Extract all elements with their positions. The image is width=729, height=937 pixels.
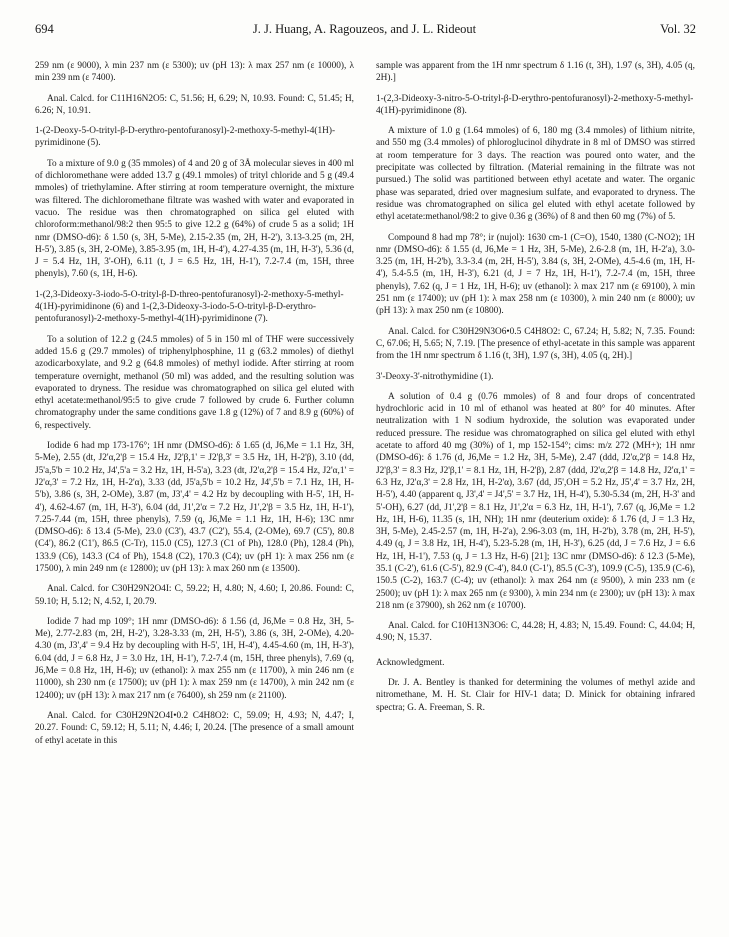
body-paragraph: Anal. Calcd. for C11H16N2O5: C, 51.56; H, 6.29; N, 10.93. Found: C, 51.45; H, 6.26; N, 10.91. [35,93,354,116]
running-header [35,22,696,48]
body-paragraph: Iodide 7 had mp 109°; 1H nmr (DMSO-d6): δ 1.56 (d, J6,Me = 0.8 Hz, 3H, 5-Me), 2.77-2.83 (m, 2H, H-2'), 3.28-3.33 (m, 2H, H-5'), 3.86 (s, 3H, 2-OMe), 4.20-4.30 (m, J3',4' = 9.4 Hz by decoupling with H-5', 1H, H-4'), 4.45-4.60 (m, 1H, H-3'), 6.04 (dd, J = 6.8 Hz, J = 3.0 Hz, 1H, H-1'), 7.2-7.4 (m, 15H, three phenyls), 7.69 (q, J6,Me = 0.8 Hz, 1H, H-6); uv (ethanol): λ max 255 nm (ε 11700), λ min 246 nm (ε 11000), sh 230 nm (ε 17500); uv (pH 1): λ max 259 nm (ε 14700), λ min 242 nm (ε 12400); uv (pH 13): λ max 217 nm (ε 76400), sh 259 nm (ε 21100). [35,616,354,701]
two-column-body [35,60,696,755]
running-authors: J. J. Huang, A. Ragouzeos, and J. L. Rideout [252,22,477,36]
section-heading: 1-(2,3-Dideoxy-3-nitro-5-O-trityl-β-D-erythro-pentofuranosyl)-2-methoxy-5-methyl-4(1H)-pyrimidinone (8). [376,93,694,116]
left-column [35,60,354,755]
section-heading: 1-(2,3-Dideoxy-3-iodo-5-O-trityl-β-D-threo-pentofuranosyl)-2-methoxy-5-methyl-4(1H)-pyrimidinone (6) and 1-(2,3-Dideoxy-3-iodo-5-O-trityl-β-D-erythro-pentofuranosyl)-2-methoxy-5-methyl-4(1H)-pyrimidinone (7). [35,289,344,325]
body-paragraph: A solution of 0.4 g (0.76 mmoles) of 8 and four drops of concentrated hydrochloric acid in 10 ml of ethanol was heated at 80° for 40 minutes. After neutralization with 1 N sodium hydroxide, the solution was evaporated under reduced pressure. The residue was chromatographed on silica gel eluted with ethyl acetate to afford 40 mg (30%) of 1, mp 152-154°; cims: m/z 272 (MH+); 1H nmr (DMSO-d6): δ 1.76 (d, J6,Me = 1.2 Hz, 3H, 5-Me), 2.47 (ddd, J2'α,2'β = 14.8 Hz, J2'β,3' = 8.3 Hz, J2'β,1' = 8.1 Hz, 1H, H-2'β), 2.87 (ddd, J2'α,2'β = 14.8 Hz, J2'α,1' = 6.3 Hz, J2'α,3' = 2.8 Hz, 1H, H-2'α), 3.67 (dd, J5',OH = 5.2 Hz, J5',4' = 3.7 Hz, 2H, H-5'), 4.40 (apparent q, J3',4' = J4',5' = 3.7 Hz, 1H, H-4'), 5.30-5.34 (m, 2H, H-3' and 5'-OH), 6.27 (dd, J1',2'β = 8.1 Hz, J1',2'α = 6.3 Hz, 1H, H-1'), 7.67 (q, J6,Me = 1.2 Hz, 1H, H-6), 11.35 (s, 1H, NH); 1H nmr (deuterium oxide): δ 1.76 (d, J = 1.3 Hz, 3H, 5-Me), 2.45-2.57 (m, 1H, H-2'a), 2.96-3.03 (m, 1H, H-2'b), 3.78 (m, 2H, H-5'), 4.49 (q, J = 3.8 Hz, 1H, H-4'), 5.23-5.28 (m, 1H, H-3'), 6.25 (dd, J = 7.6 Hz, J = 6.6 Hz, 1H, H-1'), 7.53 (q, J = 1.3 Hz, H-6) [21]; 13C nmr (DMSO-d6): δ 12.3 (5-Me), 35.1 (C-2'), 61.6 (C-5'), 82.9 (C-4'), 84.0 (C-1'), 85.5 (C-3'), 109.9 (C-5), 135.9 (C-6), 150.5 (C-2), 163.7 (C-4); uv (ethanol): λ max 264 nm (ε 9500), λ min 233 nm (ε 2500); uv (pH 1): λ max 265 nm (ε 9300), λ min 234 nm (ε 2300); uv (pH 13): λ max 218 nm (ε 37900), sh 262 nm (ε 10700). [376,391,696,611]
body-paragraph: A mixture of 1.0 g (1.64 mmoles) of 6, 180 mg (3.4 mmoles) of lithium nitrite, and 550 mg (3.4 mmoles) of phloroglucinol dihydrate in 8 ml of DMSO was stirred at room temperature for 3 days. The reaction was poured onto water, and the precipitate was collected by filtration. (Material remaining in the filtrate was not pursued.) The solid was partitioned between ethyl acetate and water. The organic phase was separated, dried over magnesium sulfate, and evaporated to dryness. The residue was chromatographed on silica gel eluted with ethyl acetate followed by ethyl acetate:methanol/98:2 to give 0.36 g (36%) of 8 and then 60 mg (7%) of 5. [376,126,695,223]
body-paragraph: Iodide 6 had mp 173-176°; 1H nmr (DMSO-d6): δ 1.65 (d, J6,Me = 1.1 Hz, 3H, 5-Me), 2.55 (dt, J2'α,2'β = 15.4 Hz, J2'β,1' = J2'β,3' = 3.5 Hz, 1H, H-2'β), 3.10 (dd, J5'a,5'b = 10.2 Hz, J4',5'a = 3.2 Hz, 1H, H-5'a), 3.23 (dt, J2'α,2'β = 15.4 Hz, J2'α,1' = J2'α,3' = 7.2 Hz, 1H, H-2'α), 3.33 (dd, J5'a,5'b = 10.2 Hz, J4',5'b = 7.1 Hz, 1H, H-5'b), 3.86 (s, 3H, 2-OMe), 3.87 (m, J3',4' = 4.2 Hz by decoupling with H-5', 1H, H-4'), 4.62-4.67 (m, 1H, H-3'), 6.04 (dd, J1',2'α = 7.2 Hz, J1',2'β = 3.5 Hz, 1H, H-1'), 7.25-7.44 (m, 15H, three phenyls), 7.59 (q, J6,Me = 1.1 Hz, 1H, H-6); 13C nmr (DMSO-d6): δ 13.4 (5-Me), 23.0 (C3'), 43.7 (C2'), 55.4, (2-OMe), 69.7 (C5'), 80.8 (C4'), 86.2 (C1'), 86.5 (C-Tr), 115.0 (C5), 127.3 (C1 of Ph), 128.0 (Ph), 128.4 (Ph), 133.9 (C6), 143.3 (C4 of Ph), 154.8 (C2), 170.3 (C4); uv (pH 1): λ max 256 nm (ε 17500), λ min 249 nm (ε 12800); uv (pH 13): λ max 260 nm (ε 13500). [35,441,354,574]
body-paragraph: Anal. Calcd. for C30H29N2O4I: C, 59.22; H, 4.80; N, 4.60; I, 20.86. Found: C, 59.10; H, 5.12; N, 4.52, I, 20.79. [35,584,354,607]
page-number: 694 [35,22,54,36]
body-paragraph: To a solution of 12.2 g (24.5 mmoles) of 5 in 150 ml of THF were successively added 15.6 g (29.7 mmoles) of triphenylphosphine, 11 g (63.2 mmoles) of diethyl azodicarboxylate, and 9.2 g (64.8 mmoles) of methyl iodide. After stirring at room temperature overnight, methanol (50 ml) was added, and the resulting solution was evaporated to dryness. The residue was chromatographed on silica gel eluted with ethyl acetate:methanol/95:5 to give crude 7 followed by crude 6. Further column chromatography under the same conditions gave 1.8 g (12%) of 7 and 8.9 g (60%) of 6, respectively. [35,334,354,431]
body-paragraph: Anal. Calcd. for C30H29N3O6•0.5 C4H8O2: C, 67.24; H, 5.82; N, 7.35. Found: C, 67.06; H, 5.65; N, 7.19. [The presence of ethyl-acetate in this sample was apparent from the 1H nmr spectrum δ 1.16 (t, 3H), 1.97 (s, 3H), 4.05 (q, 2H).] [376,326,695,362]
section-heading: 3'-Deoxy-3'-nitrothymidine (1). [376,371,494,382]
body-paragraph: sample was apparent from the 1H nmr spectrum δ 1.16 (t, 3H), 1.97 (s, 3H), 4.05 (q, 2H).] [376,61,695,84]
body-paragraph: Anal. Calcd. for C30H29N2O4I•0.2 C4H8O2: C, 59.09; H, 4.93; N, 4.47; I, 20.27. Found: C, 59.12; H, 5.11; N, 4.46; I, 20.24. [The presence of a small amount of ethyl acetate in this [35,710,354,746]
body-paragraph: Anal. Calcd. for C10H13N3O6: C, 44.28; H, 4.83; N, 15.49. Found: C, 44.04; H, 4.90; N, 15.37. [376,621,695,644]
body-paragraph: Dr. J. A. Bentley is thanked for determining the volumes of methyl azide and nitromethane, M. H. St. Clair for HIV-1 data; D. Minick for obtaining infrared spectra; G. A. Freeman, S. R. [376,678,695,713]
right-column [376,60,695,755]
acknowledgment-heading: Acknowledgment. [376,657,445,668]
section-heading: 1-(2-Deoxy-5-O-trityl-β-D-erythro-pentofuranosyl)-2-methoxy-5-methyl-4(1H)-pyrimidinone (5). [35,126,336,149]
body-paragraph: 259 nm (ε 9000), λ min 237 nm (ε 5300); uv (pH 13): λ max 257 nm (ε 10000), λ min 239 nm (ε 7400). [35,61,354,84]
body-paragraph: Compound 8 had mp 78°; ir (nujol): 1630 cm-1 (C=O), 1540, 1380 (C-NO2); 1H nmr (DMSO-d6): δ 1.55 (d, J6,Me = 1 Hz, 3H, 5-Me), 2.6-2.8 (m, 1H, H-2'a), 3.0-3.25 (m, 1H, H-2'b), 3.3-3.4 (m, 2H, H-5'), 3.84 (s, 3H, 2-OMe), 4.5-4.6 (m, 1H, H-4'), 5.4-5.5 (m, 1H, H-3'), 6.21 (d, J = 7 Hz, 1H, H-1'), 7.2-7.4 (m, 15H, three phenyls), 7.62 (q, J = 1 Hz, 1H, H-6); uv (ethanol): λ max 217 nm (ε 69100), λ min 251 nm (ε 17400); uv (pH 1): λ max 258 nm (ε 10300), λ min 240 nm (ε 8000); uv (pH 13): λ max 250 nm (ε 10800). [376,232,695,317]
body-paragraph: To a mixture of 9.0 g (35 mmoles) of 4 and 20 g of 3Å molecular sieves in 400 ml of dichloromethane were added 13.7 g (49.1 mmoles) of trityl chloride and 5 g (49.4 mmoles) of triethylamine. After stirring at room temperature overnight, the mixture was filtered. The dichloromethane filtrate was washed with water and evaporated in vacuo. The residue was then chromatographed on silica gel eluted with chloroform:methanol/98:2 then 95:5 to give 12.2 g (64%) of crude 5 as a solid; 1H nmr (DMSO-d6): δ 1.50 (s, 3H, 5-Me), 2.15-2.35 (m, 2H, H-2'), 3.13-3.25 (m, 2H, H-5'), 3.85 (s, 3H, 2-OMe), 3.85-3.95 (m, 1H, H-4'), 4.27-4.35 (m, 1H, H-3'), 5.36 (d, J = 5.4 Hz, 1H, 3'-OH), 6.11 (t, J = 6.5 Hz, 1H, H-1'), 7.2-7.4 (m, 15H, three phenyls), 7.60 (s, 1H, H-6). [35,158,354,280]
volume-label: Vol. 32 [660,22,696,36]
